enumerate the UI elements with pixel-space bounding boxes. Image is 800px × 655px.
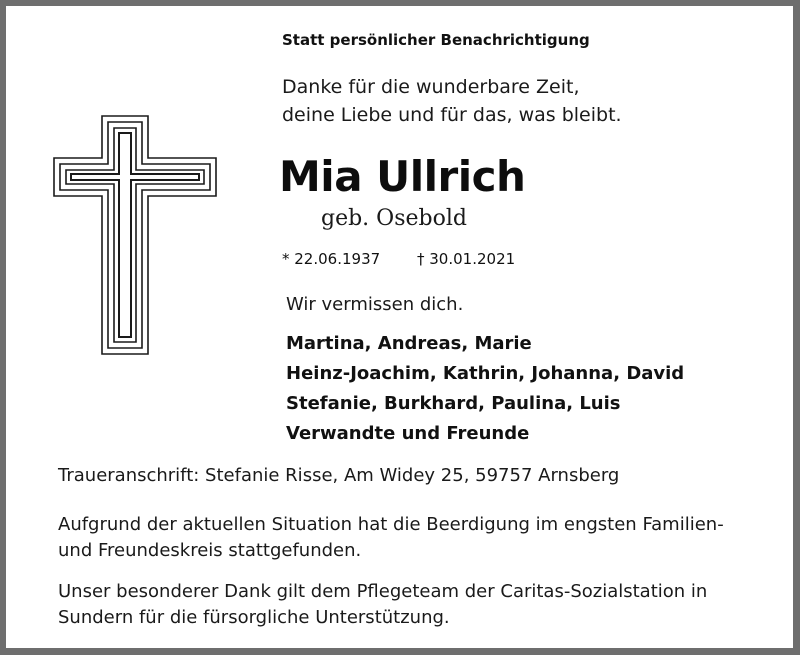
mourner-line: Stefanie, Burkhard, Paulina, Luis (286, 393, 621, 414)
maiden-name: geb. Osebold (321, 206, 467, 231)
funeral-note (58, 512, 724, 564)
deceased-name: Mia Ullrich (279, 152, 526, 201)
cross-icon (52, 114, 222, 358)
paragraph-line: Aufgrund der aktuellen Situation hat die Beerdigung im engsten Familien- (58, 514, 724, 535)
mourner-line: Verwandte und Freunde (286, 423, 530, 444)
death-date: † 30.01.2021 (417, 250, 516, 268)
mourning-address: Traueranschrift: Stefanie Risse, Am Widey 25, 59757 Arnsberg (58, 465, 620, 486)
message: Wir vermissen dich. (286, 294, 464, 315)
paragraph-line: Unser besonderer Dank gilt dem Pflegeteam der Caritas-Sozialstation in (58, 581, 708, 602)
thanks-note (58, 579, 707, 631)
paragraph-line: Sundern für die fürsorgliche Unterstützung. (58, 607, 450, 628)
mourner-line: Heinz-Joachim, Kathrin, Johanna, David (286, 363, 685, 384)
intro-line: Statt persönlicher Benachrichtigung (282, 31, 590, 49)
verse-line: deine Liebe und für das, was bleibt. (282, 104, 622, 126)
obituary-notice (6, 6, 793, 648)
mourner-line: Martina, Andreas, Marie (286, 333, 532, 354)
verse-line: Danke für die wunderbare Zeit, (282, 76, 580, 98)
verse (282, 73, 622, 129)
mourners-list (286, 329, 684, 449)
paragraph-line: und Freundeskreis stattgefunden. (58, 540, 362, 561)
birth-date: * 22.06.1937 (282, 250, 381, 268)
